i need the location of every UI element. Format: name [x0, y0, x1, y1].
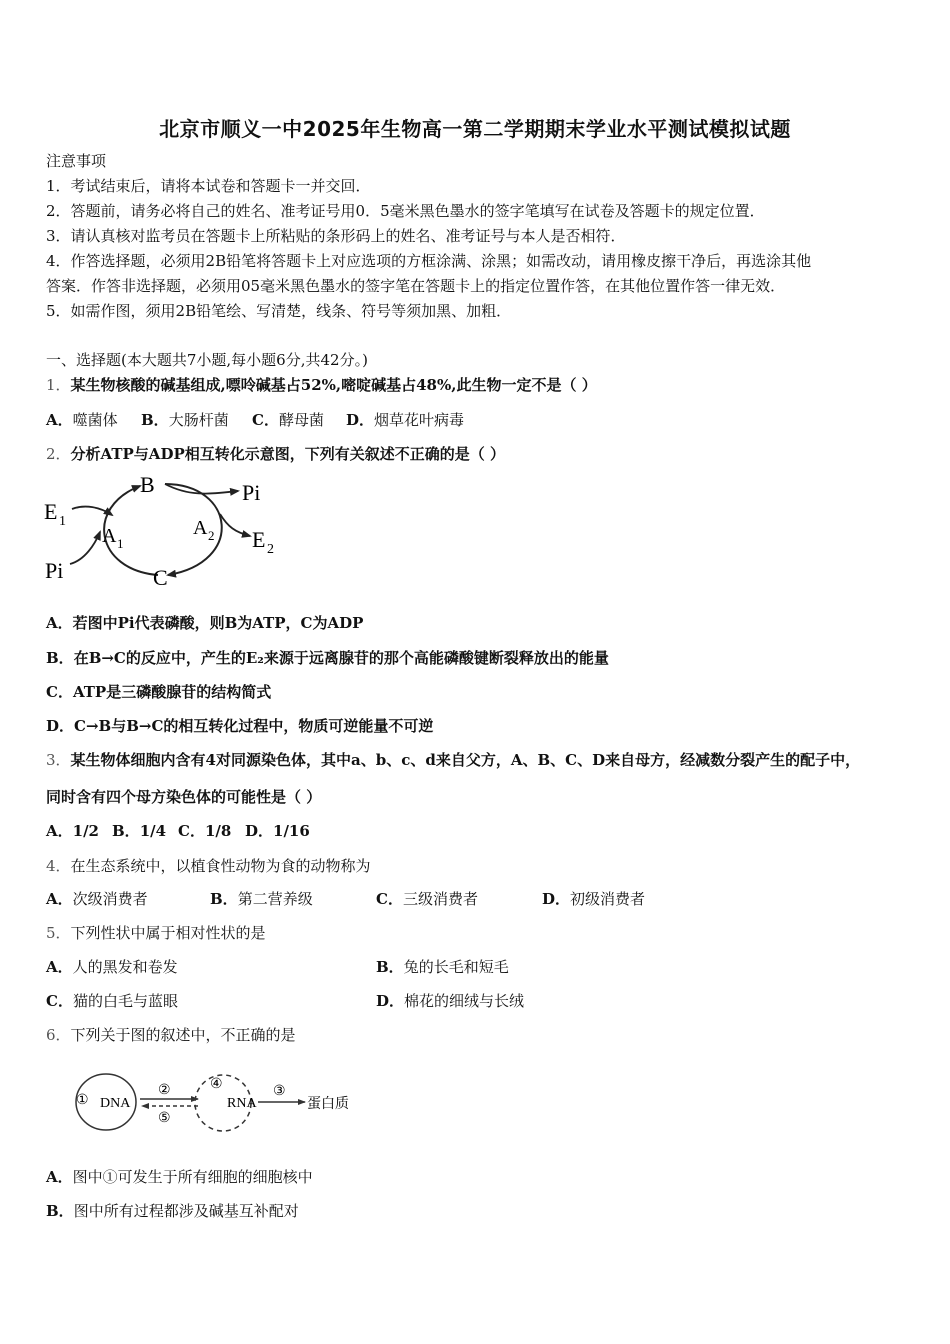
q5-option-c: C．猫的白毛与蓝眼: [46, 992, 178, 1010]
central-dogma-diagram: [70, 1070, 370, 1136]
q4-option-a: A．次级消费者: [46, 890, 148, 908]
q2-option-b: B．在B→C的反应中，产生的E₂来源于远离腺苷的那个高能磷酸键断裂释放出的能量: [46, 649, 609, 667]
q3-option-a: A．1/2: [46, 822, 99, 840]
question-text: 分析ATP与ADP相互转化示意图，下列有关叙述不正确的是（ ）: [70, 445, 505, 463]
q4-option-c: C．三级消费者: [376, 890, 478, 908]
label-protein: 蛋白质: [307, 1097, 349, 1112]
q1-option-d: D．烟草花叶病毒: [346, 411, 465, 429]
q6-option-b: B．图中所有过程都涉及碱基互补配对: [46, 1202, 299, 1220]
notice-item: 3．请认真核对监考员在答题卡上所粘贴的条形码上的姓名、准考证号与本人是否相符．: [46, 227, 626, 245]
question-number: 4．: [46, 857, 71, 875]
q3-option-b: B．1/4: [112, 822, 167, 840]
label-a2-sub: 2: [208, 528, 215, 543]
question-text: 在生态系统中，以植食性动物为食的动物称为: [70, 857, 371, 875]
notice-item: 5．如需作图，须用2B铅笔绘、写清楚，线条、符号等须加黑、加粗．: [46, 302, 512, 320]
q2-option-d: D．C→B与B→C的相互转化过程中，物质可逆能量不可逆: [46, 717, 434, 735]
label-e2: E: [252, 527, 266, 552]
label-a1-sub: 1: [117, 536, 124, 551]
question-text: 下列性状中属于相对性状的是: [70, 924, 266, 942]
question-number: 1．: [46, 376, 71, 394]
label-e2-sub: 2: [267, 542, 274, 557]
question-3: [46, 750, 860, 770]
question-text: 某生物核酸的碱基组成,嘌呤碱基占52%,嘧啶碱基占48%,此生物一定不是（ ）: [70, 376, 597, 394]
notice-item: 2．答题前，请务必将自己的姓名、准考证号用0．5毫米黑色墨水的签字笔填写在试卷及答题卡的规定位置．: [46, 202, 765, 220]
label-step-1: ①: [76, 1093, 89, 1108]
question-5: [46, 923, 266, 943]
q6-option-a: A．图中①可发生于所有细胞的细胞核中: [46, 1168, 313, 1186]
label-step-4: ④: [210, 1077, 223, 1092]
q5-option-a: A．人的黑发和卷发: [46, 958, 178, 976]
notice-item: 1．考试结束后，请将本试卷和答题卡一并交回．: [46, 177, 371, 195]
question-number: 6．: [46, 1026, 71, 1044]
notice-item: 4．作答选择题，必须用2B铅笔将答题卡上对应选项的方框涂满、涂黑；如需改动，请用橡皮擦干净后，再选涂其他: [46, 252, 812, 270]
label-dna: DNA: [100, 1096, 131, 1111]
section-heading: 一、选择题(本大题共7小题,每小题6分,共42分。): [46, 351, 368, 369]
question-4: [46, 856, 371, 876]
label-step-2: ②: [158, 1083, 171, 1098]
q4-option-d: D．初级消费者: [542, 890, 646, 908]
label-pi-in: Pi: [45, 558, 64, 583]
q1-option-a: A．噬菌体: [46, 411, 118, 429]
label-c: C: [153, 565, 168, 590]
question-number: 5．: [46, 924, 71, 942]
atp-adp-diagram: [40, 472, 290, 590]
question-text: 下列关于图的叙述中，不正确的是: [70, 1026, 296, 1044]
label-step-5: ⑤: [158, 1111, 171, 1126]
notice-item: 答案．作答非选择题，必须用05毫米黑色墨水的签字笔在答题卡上的指定位置作答，在其他位置作答一律无效．: [46, 277, 786, 295]
q4-option-b: B．第二营养级: [210, 890, 313, 908]
page-title: 北京市顺义一中2025年生物高一第二学期期末学业水平测试模拟试题: [159, 117, 791, 141]
question-number: 2．: [46, 445, 71, 463]
q3-option-c: C．1/8: [178, 822, 232, 840]
label-a2: A: [193, 517, 208, 539]
question-number: 3．: [46, 751, 71, 769]
q1-option-b: B．大肠杆菌: [141, 411, 229, 429]
question-2: [46, 444, 505, 464]
q5-option-b: B．兔的长毛和短毛: [376, 958, 509, 976]
q5-option-d: D．棉花的细绒与长绒: [376, 992, 525, 1010]
label-pi-out: Pi: [242, 480, 261, 505]
label-a1: A: [102, 525, 117, 547]
label-b: B: [140, 472, 155, 497]
question-6: [46, 1025, 296, 1045]
label-e1: E: [44, 499, 58, 524]
label-step-3: ③: [273, 1084, 286, 1099]
q2-option-a: A．若图中Pi代表磷酸，则B为ATP，C为ADP: [46, 614, 364, 632]
question-3-continued: 同时含有四个母方染色体的可能性是（ ）: [46, 788, 322, 806]
label-e1-sub: 1: [59, 514, 66, 529]
question-text: 某生物体细胞内含有4对同源染色体，其中a、b、c、d来自父方，A、B、C、D来自母方，经减数分裂产生的配子中，: [70, 751, 861, 769]
question-1: [46, 375, 597, 395]
notice-heading: 注意事项: [46, 152, 107, 170]
label-rna: RNA: [227, 1096, 257, 1111]
q3-option-d: D．1/16: [245, 822, 310, 840]
q2-option-c: C．ATP是三磷酸腺苷的结构简式: [46, 683, 272, 701]
q1-option-c: C．酵母菌: [252, 411, 324, 429]
